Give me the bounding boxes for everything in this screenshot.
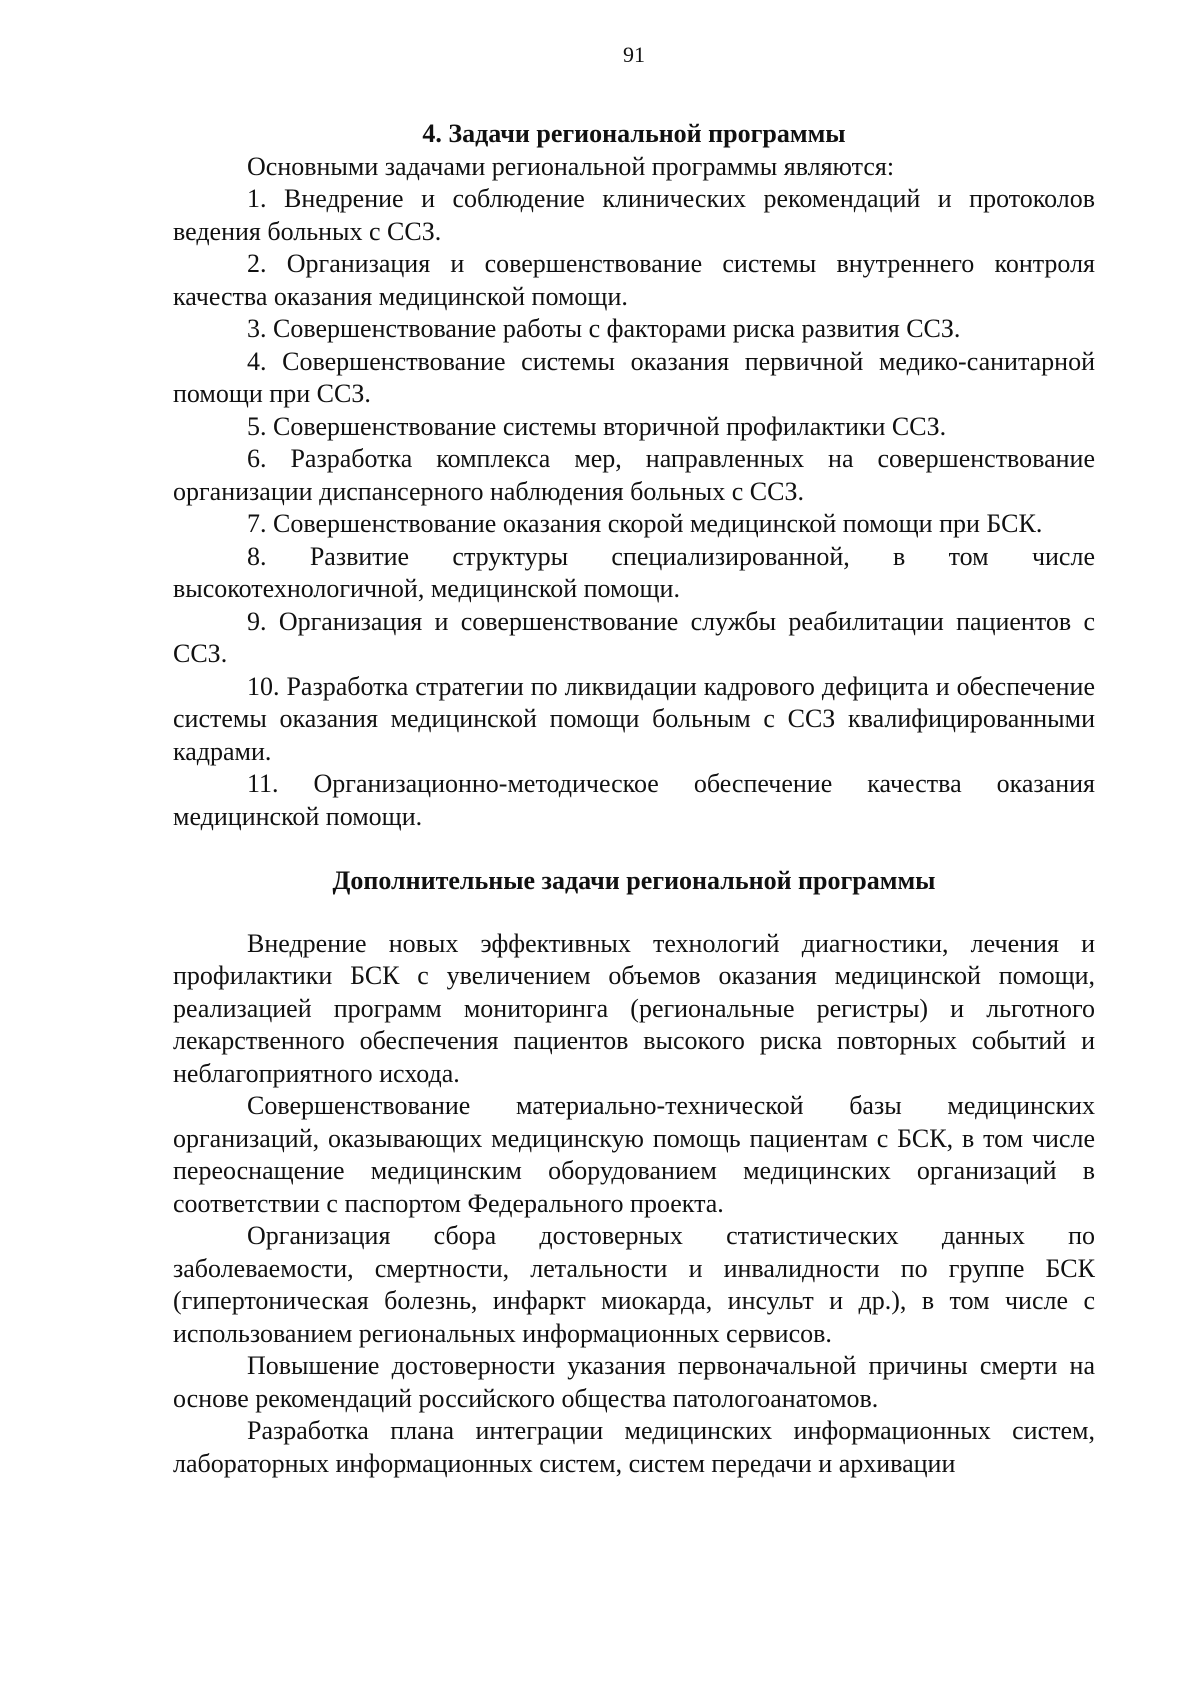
task-item: 3. Совершенствование работы с факторами риска развития ССЗ. [247, 314, 961, 343]
additional-paragraphs [173, 928, 1095, 1481]
task-item: 1. Внедрение и соблюдение клинических рекомендаций и протоколов ведения больных с ССЗ. [173, 184, 1095, 246]
task-item: 2. Организация и совершенствование системы внутреннего контроля качества оказания медицинской помощи. [173, 249, 1095, 311]
task-item: 8. Развитие структуры специализированной, в том числе высокотехнологичной, медицинской помощи. [173, 541, 1095, 603]
additional-paragraph: Совершенствование материально-технической базы медицинских организаций, оказывающих медицинскую помощь пациентам с БСК, в том числе переоснащение медицинским оборудованием медицинских организаций в соответствии с паспортом Федерального проекта. [173, 1091, 1095, 1218]
additional-paragraph: Повышение достоверности указания первоначальной причины смерти на основе рекомендаций российского общества патологоанатомов. [173, 1351, 1095, 1413]
task-item: 10. Разработка стратегии по ликвидации кадрового дефицита и обеспечение системы оказания медицинской помощи больным с ССЗ квалифицированными кадрами. [173, 671, 1095, 766]
task-item: 6. Разработка комплекса мер, направленных на совершенствование организации диспансерного наблюдения больных с ССЗ. [173, 444, 1095, 506]
task-item: 11. Организационно-методическое обеспечение качества оказания медицинской помощи. [173, 769, 1095, 831]
additional-section-title: Дополнительные задачи региональной программы [332, 866, 936, 895]
section-title: 4. Задачи региональной программы [422, 119, 846, 148]
task-item: 5. Совершенствование системы вторичной профилактики ССЗ. [247, 411, 947, 441]
document-page [173, 40, 1095, 1480]
page-number: 91 [623, 42, 645, 67]
additional-paragraph: Внедрение новых эффективных технологий диагностики, лечения и профилактики БСК с увеличением объемов оказания медицинской помощи, реализацией программ мониторинга (региональные регистры) и льготного лекарственного обеспечения пациентов высокого риска повторных событий и неблагоприятного исхода. [173, 928, 1095, 1088]
task-item: 7. Совершенствование оказания скорой медицинской помощи при БСК. [247, 509, 1043, 538]
task-list [173, 183, 1095, 833]
intro-paragraph: Основными задачами региональной программы являются: [247, 151, 895, 181]
additional-paragraph: Разработка плана интеграции медицинских информационных систем, лабораторных информационных систем, систем передачи и архивации [173, 1416, 1095, 1478]
additional-paragraph: Организация сбора достоверных статистических данных по заболеваемости, смертности, летальности и инвалидности по группе БСК (гипертоническая болезнь, инфаркт миокарда, инсульт и др.), в том числе с использованием региональных информационных сервисов. [173, 1221, 1095, 1348]
task-item: 4. Совершенствование системы оказания первичной медико-санитарной помощи при ССЗ. [173, 346, 1095, 408]
task-item: 9. Организация и совершенствование службы реабилитации пациентов с ССЗ. [173, 606, 1095, 668]
